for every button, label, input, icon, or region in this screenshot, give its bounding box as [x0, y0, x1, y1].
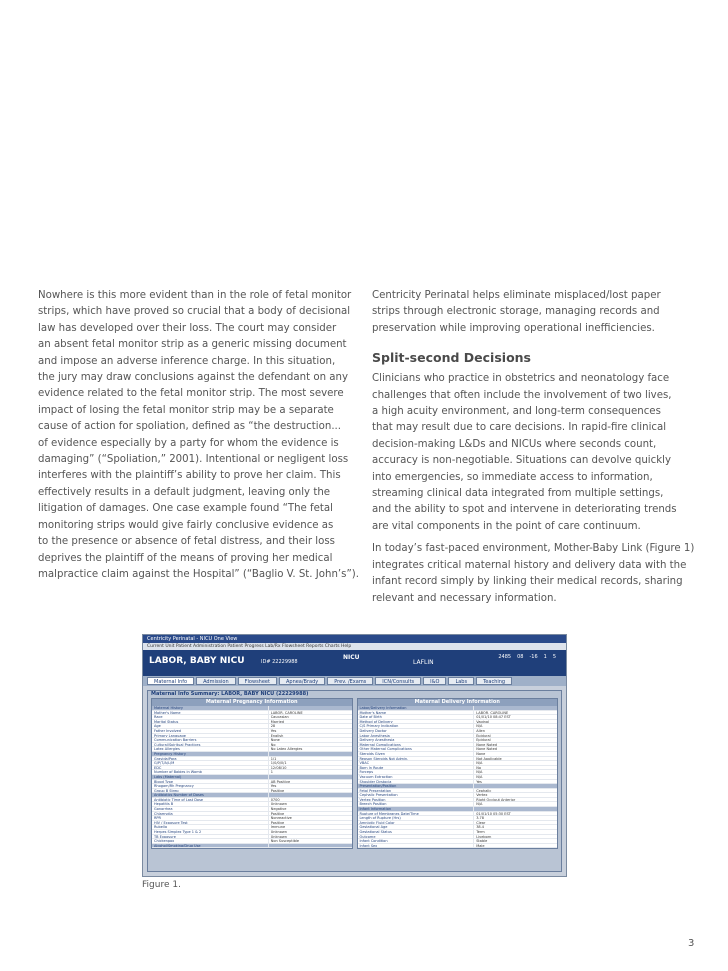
tab-admission[interactable]: Admission: [196, 677, 236, 685]
paragraph-mother-baby: [372, 541, 702, 607]
row-value: Cephalic: [473, 789, 557, 793]
text-line: preservation while improving operational inefficiencies.: [372, 322, 655, 334]
text-line: challenges that often include the involvement of two lives,: [372, 389, 672, 401]
figure-caption: Figure 1.: [142, 880, 181, 890]
row-label: HIV / Exposure Test: [154, 820, 188, 825]
row-label: EDC: [154, 765, 162, 770]
row-label: Cultural/Spiritual Practices: [154, 742, 201, 747]
row-value: 38.4: [473, 825, 557, 829]
row-label: Blood Type: [154, 779, 174, 784]
patient-numbers: [498, 654, 556, 660]
table-row: [152, 844, 352, 849]
row-value: [473, 706, 557, 710]
patient-number: 5: [552, 654, 556, 660]
text-line: the jury may draw conclusions against the defendant on any: [38, 372, 348, 384]
tab-flowsheet[interactable]: Flowsheet: [238, 677, 277, 685]
row-label: Mother's Name: [359, 710, 387, 715]
table-row: [358, 844, 558, 849]
row-value: Allen: [473, 729, 557, 733]
patient-name: LABOR, BABY NICU: [149, 656, 245, 666]
row-label: Infant Information: [359, 807, 392, 811]
row-label: Chickenpox: [154, 839, 175, 843]
row-label: Communication Barriers: [154, 738, 197, 742]
row-label: Steroids Given: [359, 751, 386, 756]
row-value: Immune: [268, 825, 352, 829]
row-value: 28: [268, 724, 352, 728]
tab-bar: [143, 676, 566, 686]
row-value: Term: [473, 830, 557, 834]
text-line: and the ability to spot and intervene in deteriorating trends: [372, 504, 677, 516]
tab-icn-consults[interactable]: ICN/Consults: [375, 677, 421, 685]
row-label: Maternal Complications: [359, 742, 401, 747]
row-label: G/P/T/A/L/M: [154, 761, 175, 765]
row-value: 0700: [268, 798, 352, 802]
row-label: Amniotic Fluid Color: [359, 820, 395, 825]
row-label: Presentation/Position: [359, 784, 397, 788]
row-label: Gonorrhea: [154, 807, 173, 811]
text-line: strips, which have proved so crucial that a body of decisional: [38, 306, 351, 318]
row-label: Fetal Presentation: [359, 788, 392, 793]
row-value: Nonreactive: [268, 816, 352, 820]
patient-id: ID# 22229988: [261, 659, 298, 665]
row-label: RPR: [154, 816, 161, 820]
row-value: [268, 706, 352, 710]
delivery-table: [357, 698, 559, 849]
row-value: [473, 807, 557, 811]
row-value: Married: [268, 720, 352, 724]
text-line: Clinicians who practice in obstetrics and neonatology face: [372, 373, 670, 385]
text-line: Nowhere is this more evident than in the role of fetal monitor: [38, 290, 352, 301]
row-value: Epidural: [473, 734, 557, 738]
row-value: Positive: [268, 821, 352, 825]
tab-maternal-info[interactable]: Maternal Info: [147, 677, 194, 685]
text-line: to the presence or absence of fetal distress, and their loss: [38, 536, 335, 548]
row-value: 3.78: [473, 816, 557, 820]
row-value: Not Applicable: [473, 757, 557, 761]
window-title: Centricity Perinatal - NICU One View: [143, 635, 566, 643]
text-line: of evidence especially by a party for whom the evidence is: [38, 437, 339, 449]
row-value: Positive: [268, 812, 352, 816]
row-label: Breech Position: [359, 802, 387, 807]
row-label: Father Involved: [154, 728, 182, 733]
text-line: monitoring strips would give fairly conclusive evidence as: [38, 519, 334, 531]
row-label: Gestational Status: [359, 830, 392, 834]
row-value: N/A: [473, 775, 557, 779]
row-label: Rhogam/Rh Pregnancy: [154, 784, 194, 788]
row-value: Caucasian: [268, 715, 352, 719]
row-label: Infant Sex: [359, 843, 378, 848]
row-label: Maternal History: [154, 706, 183, 710]
row-value: [268, 775, 352, 779]
row-value: English: [268, 734, 352, 738]
text-line: cause of action for spoliation, defined as “the destruction...: [38, 421, 342, 433]
row-value: 1/1: [268, 757, 352, 761]
row-label: Cephalic Presentation: [359, 793, 398, 797]
row-label: Antibiotics Number of Doses: [154, 793, 204, 797]
row-value: 1: [268, 770, 352, 774]
row-value: 01/01/10 08:47 EST: [473, 715, 557, 719]
row-value: N/A: [473, 802, 557, 806]
row-label: Mother's Name: [154, 710, 181, 715]
panel-title: Maternal Info Summary: LABOR, BABY NICU (22229988): [151, 691, 309, 697]
text-line: an absent fetal monitor strip as a generic missing document: [38, 339, 347, 351]
row-label: Date of Birth: [359, 715, 382, 719]
row-value: Unknown: [268, 802, 352, 806]
text-line: integrates critical maternal history and delivery data with the: [372, 559, 687, 571]
row-value: Vertex: [473, 793, 557, 797]
row-label: Method of Delivery: [359, 719, 393, 724]
text-line: strips through electronic storage, managing records and: [372, 306, 660, 318]
tab-teaching[interactable]: Teaching: [476, 677, 512, 685]
row-label: Infant Condition: [359, 839, 388, 843]
row-value: [268, 793, 352, 797]
row-value: None Noted: [473, 747, 557, 751]
left-column: [38, 288, 363, 583]
row-value: 01/01/10 05:30 EST: [473, 812, 557, 816]
patient-header: [143, 650, 566, 676]
row-value: Negative: [268, 807, 352, 811]
row-label: Length of Rupture (Hrs): [359, 816, 401, 820]
text-line: Centricity Perinatal helps eliminate misplaced/lost paper: [372, 290, 661, 301]
row-value: AB Positive: [268, 780, 352, 784]
row-label: Age: [154, 724, 161, 728]
text-line: litigation of damages. One case example found “The fetal: [38, 503, 333, 515]
row-value: Yes: [268, 784, 352, 788]
patient-number: 08: [517, 654, 524, 660]
paragraph-intro: [372, 288, 702, 337]
row-value: [473, 784, 557, 788]
text-line: and impose an adverse inference charge. In this situation,: [38, 355, 336, 367]
row-label: C/S Primary Indication: [359, 724, 399, 728]
row-value: 12/08/10: [268, 766, 352, 770]
text-line: impact of losing the fetal monitor strip may be a separate: [38, 404, 334, 416]
row-value: Vaginal: [473, 720, 557, 724]
row-label: Gravida/Para: [154, 756, 177, 761]
row-value: None: [268, 738, 352, 742]
row-value: Yes: [473, 780, 557, 784]
text-line: streaming clinical data integrated from multiple settings,: [372, 488, 664, 500]
row-label: Pregnancy History: [154, 751, 186, 756]
row-label: Vacuum Extraction: [359, 774, 393, 779]
patient-number: 1: [543, 654, 547, 660]
row-label: Labor Anesthesia: [359, 733, 390, 738]
row-value: No: [473, 766, 557, 770]
text-line: infant record simply by linking their medical records, sharing: [372, 576, 683, 588]
text-line: interferes with the plaintiff’s ability to prove her claim. This: [38, 470, 341, 482]
row-value: Non Susceptible: [268, 839, 352, 843]
row-value: N/A: [473, 724, 557, 728]
row-value: LABOR, CAROLINE: [268, 711, 352, 715]
row-label: Group B Strep: [154, 788, 179, 793]
row-label: Latex Allergies: [154, 747, 180, 751]
row-label: Chlamydia: [154, 811, 173, 816]
row-value: No: [268, 743, 352, 747]
row-label: Marital Status: [154, 719, 179, 724]
row-label: Outcome: [359, 834, 376, 839]
patient-number: 2485: [498, 654, 512, 660]
patient-number: -16: [529, 654, 538, 660]
text-line: relevant and necessary information.: [372, 592, 557, 604]
menu-bar: Current Unit Patient Administration Patient Progress Lab/Rx Flowsheet Reports Charts Help: [143, 643, 566, 650]
text-line: are vital components in the point of care continuum.: [372, 520, 641, 532]
pregnancy-header: Maternal Pregnancy Information: [152, 699, 352, 706]
row-value: Yes: [268, 729, 352, 733]
text-line: In today’s fast-paced environment, Mother-Baby Link (Figure 1): [372, 543, 695, 555]
row-label: Labor/Delivery Information: [359, 706, 407, 710]
row-value: None: [473, 752, 557, 756]
row-label: Labs (Maternal): [154, 774, 182, 779]
row-label: VBAC: [359, 761, 370, 765]
row-label: Vertex Position: [359, 797, 386, 802]
row-label: Shoulder Dystocia: [359, 779, 392, 784]
text-line: law has developed over their loss. The court may consider: [38, 322, 337, 334]
row-value: 1/0/0/0/1: [268, 761, 352, 765]
text-line: damaging” (“Spoliation,” 2001). Intentional or negligent loss: [38, 454, 349, 466]
text-line: that may result due to care decisions. In rapid-fire clinical: [372, 422, 667, 434]
row-label: Delivery Doctor: [359, 728, 387, 733]
row-label: Alcohol/Smoking/Drug Use: [154, 843, 201, 848]
row-value: [268, 752, 352, 756]
row-value: No Latex Allergies: [268, 747, 352, 751]
row-label: Born In Route: [359, 765, 384, 770]
tab-apnea-brady[interactable]: Apnea/Brady: [279, 677, 325, 685]
row-label: Forceps: [359, 770, 374, 774]
right-column: [372, 288, 702, 607]
row-value: LABOR, CAROLINE: [473, 711, 557, 715]
page-number: 3: [688, 938, 695, 949]
text-line: deprives the plaintiff of the means of proving her medical: [38, 552, 333, 564]
text-line: decision-making L&Ds and NICUs where seconds count,: [372, 438, 657, 450]
row-value: Unknown: [268, 835, 352, 839]
row-label: Antibiotic Time of Last Dose: [154, 797, 204, 802]
delivery-header: Maternal Delivery Information: [358, 699, 558, 706]
last-name: LAFLIN: [413, 659, 434, 666]
row-label: Rupture of Membranes Date/Time: [359, 811, 419, 816]
text-line: malpractice claim against the Hospital” (“Baglio V. St. John’s”).: [38, 568, 359, 580]
row-label: Other Maternal Complications: [359, 747, 412, 751]
row-label: Primary Language: [154, 733, 186, 738]
tab-i-o[interactable]: I&O: [423, 677, 446, 685]
row-label: Number of Babies in Womb: [154, 770, 202, 774]
row-label: Herpes Simplex Type 1 & 2: [154, 830, 202, 834]
row-value: Male: [473, 844, 557, 848]
tab-prev-exams[interactable]: Prev. /Exams: [327, 677, 373, 685]
tab-labs[interactable]: Labs: [448, 677, 474, 685]
text-line: a high acuity environment, and long-term consequences: [372, 406, 661, 418]
summary-panel: [147, 690, 562, 872]
row-label: TB Exposure: [154, 834, 176, 839]
row-value: None Noted: [473, 743, 557, 747]
row-label: Race: [154, 715, 163, 719]
section-heading: Split-second Decisions: [372, 350, 531, 366]
location: NICU: [343, 654, 360, 661]
row-value: Stable: [473, 839, 557, 843]
row-label: Delivery Anesthesia: [359, 738, 395, 742]
row-value: Liveborn: [473, 835, 557, 839]
figure-screenshot: [142, 634, 567, 877]
row-value: Positive: [268, 789, 352, 793]
text-line: accuracy is non-negotiable. Situations can devolve quickly: [372, 455, 671, 467]
row-value: Epidural: [473, 738, 557, 742]
text-line: evidence related to the fetal monitor strip. The most severe: [38, 388, 344, 400]
row-value: Clear: [473, 821, 557, 825]
row-label: Gestational Age: [359, 825, 388, 830]
row-label: Reason Steroids Not Admin.: [359, 756, 409, 761]
text-line: into emergencies, so immediate access to information,: [372, 471, 653, 483]
paragraph-decisions: [372, 371, 702, 535]
row-label: Rubella: [154, 825, 167, 830]
row-value: N/A: [473, 770, 557, 774]
row-value: Unknown: [268, 830, 352, 834]
row-value: Right Occiput Anterior: [473, 798, 557, 802]
text-line: effectively results in a default judgment, leaving only the: [38, 486, 331, 498]
row-value: [268, 844, 352, 848]
row-value: N/A: [473, 761, 557, 765]
row-label: Hepatitis B: [154, 802, 174, 807]
pregnancy-table: [151, 698, 353, 849]
